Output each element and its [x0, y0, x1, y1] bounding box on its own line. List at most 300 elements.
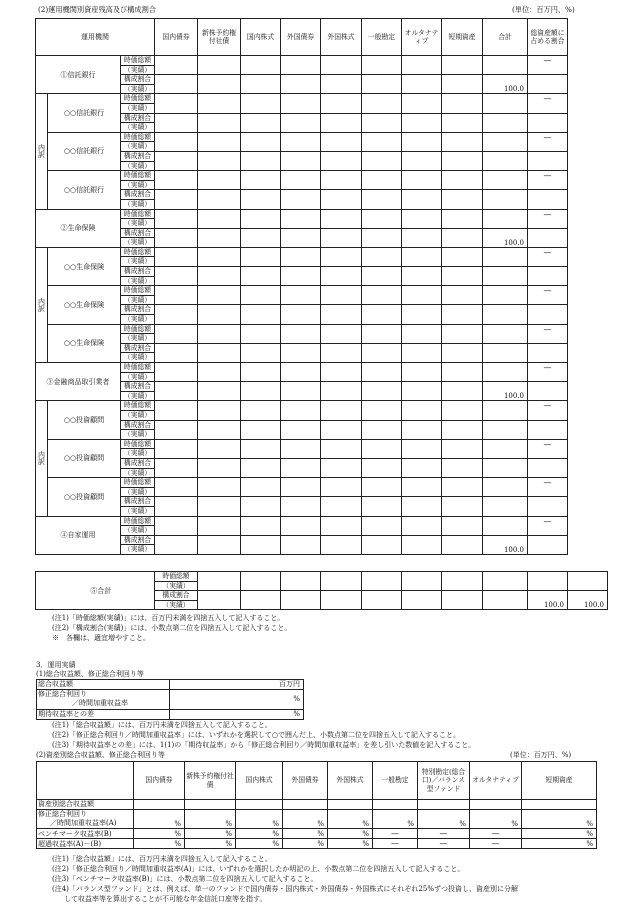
value-cell	[198, 75, 241, 94]
row-label: 構成割合	[121, 190, 155, 200]
value-cell	[442, 56, 483, 75]
value-cell	[321, 535, 362, 554]
sub-institution: ○○投資顧問	[48, 439, 121, 477]
value-cell	[198, 267, 241, 286]
value-cell	[241, 94, 281, 113]
value-cell	[321, 516, 362, 535]
section3-sub1: (1)総合収益額、修正総合利回り等	[36, 670, 144, 678]
value-cell	[321, 151, 362, 170]
value-cell	[402, 516, 442, 535]
row-label: （実績）	[121, 506, 155, 516]
value-cell	[198, 458, 241, 477]
header-institution: 運用機関	[36, 19, 155, 56]
value-cell	[281, 439, 321, 458]
share-cell	[528, 343, 568, 362]
table1-note-1: (注1)「時価総額(実績)」には、百万円未満を四捨五入して記入すること。	[52, 614, 285, 622]
row-label: （実績）	[121, 526, 155, 536]
expected-diff-unit: %	[170, 710, 304, 720]
asset-row-return: 資産別総合収益額	[37, 800, 134, 810]
value-cell	[321, 497, 362, 516]
asset-header-2: 国内株式	[236, 762, 283, 800]
value-cell	[198, 151, 241, 170]
value-cell	[321, 209, 362, 228]
value-cell	[418, 800, 470, 810]
row-label: 時価総額	[121, 478, 155, 488]
value-cell	[155, 209, 198, 228]
value-cell	[198, 420, 241, 439]
value-cell	[321, 190, 362, 209]
pct-cell: %	[373, 810, 418, 829]
value-cell	[281, 305, 321, 324]
value-cell	[362, 305, 402, 324]
value-cell	[402, 113, 442, 132]
row-label: 時価総額	[121, 56, 155, 66]
sub-institution: ○○信託銀行	[48, 94, 121, 132]
share-cell: —	[528, 56, 568, 75]
sub-institution: ○○生命保険	[48, 286, 121, 324]
header-col-8: 短期資産	[442, 19, 483, 56]
value-cell	[442, 324, 483, 343]
value-cell	[402, 151, 442, 170]
value-cell	[321, 171, 362, 190]
value-cell	[321, 439, 362, 458]
value-cell	[402, 401, 442, 420]
value-cell	[155, 420, 198, 439]
value-cell	[321, 363, 362, 382]
share-cell: —	[528, 478, 568, 497]
row-label: 時価総額	[155, 572, 198, 582]
value-cell	[362, 75, 402, 94]
row-label: 時価総額	[121, 439, 155, 449]
value-cell	[402, 75, 442, 94]
value-cell	[321, 56, 362, 75]
asset-header-7: オルタナティブ	[470, 762, 522, 800]
value-cell	[442, 382, 483, 401]
value-cell	[442, 591, 483, 610]
row-total-return-label: 総合収益額	[37, 680, 170, 690]
sum-cell	[483, 458, 528, 477]
value-cell	[321, 113, 362, 132]
value-cell	[241, 286, 281, 305]
value-cell	[321, 343, 362, 362]
row-label: （実績）	[121, 315, 155, 325]
value-cell	[241, 267, 281, 286]
value-cell	[362, 56, 402, 75]
table3-title: (2)資産別総合収益額、修正総合利回り等	[36, 751, 165, 759]
share-cell	[528, 420, 568, 439]
sum-cell	[483, 267, 528, 286]
value-cell	[362, 535, 402, 554]
value-cell	[241, 478, 281, 497]
value-cell	[155, 132, 198, 151]
value-cell	[155, 75, 198, 94]
value-cell	[198, 56, 241, 75]
value-cell	[442, 113, 483, 132]
value-cell	[281, 516, 321, 535]
sum-cell	[483, 497, 528, 516]
value-cell	[198, 132, 241, 151]
value-cell	[442, 458, 483, 477]
value-cell	[402, 267, 442, 286]
sub-institution: ○○投資顧問	[48, 478, 121, 516]
row-label: （実績）	[155, 600, 198, 610]
value-cell	[241, 209, 281, 228]
value-cell	[442, 228, 483, 247]
row-label: （実績）	[121, 545, 155, 555]
table3-note-4: (注4)「バランス型ファンド」とは、例えば、単一のファンドで国内債券・国内株式・外国債券・外国株式にそれぞれ25%ずつ投資し、資産別に分解	[52, 885, 518, 893]
table-total-return	[36, 679, 304, 720]
value-cell	[198, 171, 241, 190]
value-cell	[362, 247, 402, 266]
value-cell	[442, 190, 483, 209]
share-cell: —	[528, 439, 568, 458]
sum-cell	[483, 343, 528, 362]
value-cell	[362, 113, 402, 132]
value-cell	[155, 247, 198, 266]
value-cell	[321, 572, 362, 591]
value-cell	[198, 305, 241, 324]
value-cell	[362, 286, 402, 305]
value-cell	[241, 171, 281, 190]
value-cell	[281, 478, 321, 497]
table3-note-4-cont: して収益率等を算出することが不可能な年金信託口座等を指す。	[64, 895, 267, 903]
value-cell	[241, 343, 281, 362]
row-label: 構成割合	[121, 382, 155, 392]
section3-note-3: (注3)「期待収益率との差」には、1(1)の「期待収益率」から「修正総合利回り／時間加重収益率」を差し引いた数値を記入すること。	[52, 741, 476, 749]
value-cell	[241, 228, 281, 247]
value-cell	[442, 420, 483, 439]
share-cell: —	[528, 132, 568, 151]
value-cell	[321, 591, 362, 610]
value-cell	[155, 516, 198, 535]
row-label: 構成割合	[121, 535, 155, 545]
value-cell	[402, 94, 442, 113]
value-cell	[241, 324, 281, 343]
value-cell	[198, 516, 241, 535]
table1-title: (2)運用機関別資産残高及び構成割合	[38, 5, 156, 14]
value-cell	[442, 209, 483, 228]
value-cell	[241, 75, 281, 94]
sum-cell	[483, 324, 528, 343]
value-cell	[198, 94, 241, 113]
value-cell	[281, 458, 321, 477]
value-cell	[281, 132, 321, 151]
value-cell	[134, 800, 185, 810]
institution-group-1: ①信託銀行	[36, 56, 121, 94]
value-cell	[362, 363, 402, 382]
share-cell: —	[528, 363, 568, 382]
value-cell	[281, 209, 321, 228]
row-label: 時価総額	[121, 363, 155, 373]
value-cell	[442, 151, 483, 170]
row-label: 構成割合	[155, 591, 198, 601]
value-cell	[241, 382, 281, 401]
institution-group-3: ③金融商品取引業者	[36, 363, 121, 401]
value-cell	[241, 458, 281, 477]
header-col-6: 一般勘定	[362, 19, 402, 56]
pct-cell: %	[328, 829, 373, 839]
value-cell	[442, 75, 483, 94]
value-cell	[281, 113, 321, 132]
section3-note-2: (注2)「修正総合利回り／時間加重収益率」には、いずれかを選択して○で囲んだ上、小数点第二位を四捨五入して記入すること。	[52, 731, 461, 739]
value-cell	[362, 324, 402, 343]
value-cell	[281, 75, 321, 94]
value-cell	[241, 439, 281, 458]
value-cell	[281, 228, 321, 247]
value-cell	[198, 497, 241, 516]
asset-row-4: 超過収益率(A)－(B)	[37, 839, 134, 849]
row-label: （実績）	[121, 257, 155, 267]
value-cell	[362, 94, 402, 113]
pct-cell: %	[418, 810, 470, 829]
dash-cell: —	[470, 829, 522, 839]
value-cell	[442, 516, 483, 535]
row-label: 構成割合	[121, 151, 155, 161]
row-label: （実績）	[121, 410, 155, 420]
value-cell	[402, 343, 442, 362]
asset-header-8: 短期資産	[522, 762, 597, 800]
share-cell	[528, 267, 568, 286]
row-label: 構成割合	[121, 458, 155, 468]
value-cell	[362, 401, 402, 420]
row-label: 時価総額	[121, 209, 155, 219]
row-label: （実績）	[121, 142, 155, 152]
row-label: （実績）	[121, 276, 155, 286]
header-col-9: 合計	[483, 19, 528, 56]
pct-cell: %	[522, 810, 597, 829]
value-cell	[442, 363, 483, 382]
value-cell	[321, 305, 362, 324]
value-cell	[402, 209, 442, 228]
value-cell	[321, 458, 362, 477]
row-label: 時価総額	[121, 516, 155, 526]
value-cell	[362, 267, 402, 286]
value-cell	[402, 286, 442, 305]
row-label: 時価総額	[121, 171, 155, 181]
value-cell	[373, 800, 418, 810]
row-label: （実績）	[121, 468, 155, 478]
value-cell	[198, 190, 241, 209]
value-cell	[483, 572, 528, 591]
breakdown-label: 内訳	[36, 94, 48, 209]
value-cell	[185, 800, 236, 810]
value-cell	[281, 151, 321, 170]
share-cell: —	[528, 247, 568, 266]
row-label: （実績）	[121, 199, 155, 209]
row-label: 構成割合	[121, 420, 155, 430]
value-cell	[362, 151, 402, 170]
row-modified-yield-label: 修正総合利回り ／時間加重収益率	[37, 690, 170, 710]
value-cell	[198, 591, 241, 610]
value-cell	[198, 572, 241, 591]
share-cell	[528, 113, 568, 132]
value-cell	[362, 497, 402, 516]
value-cell	[281, 535, 321, 554]
value-cell	[281, 56, 321, 75]
value-cell	[198, 209, 241, 228]
sum-cell: 100.0	[483, 382, 528, 401]
sum-cell	[483, 516, 528, 535]
sum-cell	[483, 190, 528, 209]
sum-cell	[483, 286, 528, 305]
share-cell: —	[528, 324, 568, 343]
sum-cell: 100.0	[483, 228, 528, 247]
total-return-unit: 百万円	[170, 680, 304, 690]
value-cell	[402, 56, 442, 75]
row-label: （実績）	[121, 449, 155, 459]
value-cell	[155, 171, 198, 190]
row-label: 構成割合	[121, 267, 155, 277]
value-cell	[155, 113, 198, 132]
pct-cell: %	[522, 839, 597, 849]
sub-institution: ○○信託銀行	[48, 171, 121, 209]
sum-cell	[483, 113, 528, 132]
row-label: （実績）	[121, 65, 155, 75]
row-label: 構成割合	[121, 305, 155, 315]
row-label: （実績）	[121, 84, 155, 94]
row-label: （実績）	[121, 334, 155, 344]
value-cell	[241, 305, 281, 324]
value-cell	[198, 343, 241, 362]
value-cell	[155, 267, 198, 286]
value-cell	[281, 247, 321, 266]
value-cell	[198, 113, 241, 132]
value-cell	[281, 171, 321, 190]
value-cell	[362, 439, 402, 458]
value-cell	[402, 458, 442, 477]
value-cell	[155, 401, 198, 420]
value-cell	[321, 228, 362, 247]
value-cell	[442, 305, 483, 324]
sum-cell	[483, 478, 528, 497]
row-label: （実績）	[155, 581, 198, 591]
share-cell	[528, 151, 568, 170]
share-cell	[528, 535, 568, 554]
value-cell	[155, 535, 198, 554]
pct-cell: %	[185, 810, 236, 829]
table3-unit: (単位：百万円、%)	[510, 751, 572, 759]
share-cell	[528, 228, 568, 247]
value-cell	[442, 535, 483, 554]
row-label: 構成割合	[121, 497, 155, 507]
asset-header-3: 外国債券	[283, 762, 328, 800]
dash-cell: —	[418, 829, 470, 839]
share-cell	[528, 75, 568, 94]
row-label: （実績）	[121, 238, 155, 248]
value-cell	[236, 800, 283, 810]
asset-header-5: 一般勘定	[373, 762, 418, 800]
header-col-2: 新株予約権付社債	[198, 19, 241, 56]
value-cell	[442, 478, 483, 497]
header-col-5: 外国株式	[321, 19, 362, 56]
value-cell	[442, 401, 483, 420]
value-cell	[321, 324, 362, 343]
asset-row-yield: 修正総合利回り ／時間加重収益率(A)	[37, 810, 134, 829]
total-spacer	[36, 572, 48, 610]
value-cell	[198, 401, 241, 420]
row-label: 時価総額	[121, 94, 155, 104]
table-by-asset	[36, 761, 597, 849]
pct-cell: %	[328, 839, 373, 849]
value-cell	[155, 497, 198, 516]
dash-cell: —	[373, 829, 418, 839]
value-cell	[281, 267, 321, 286]
table-total	[35, 571, 608, 610]
header-empty	[37, 762, 134, 800]
asset-header-6: 特別勘定(総合口)／バランス型ファンド	[418, 762, 470, 800]
value-cell	[442, 572, 483, 591]
asset-header-4: 外国株式	[328, 762, 373, 800]
share-cell	[528, 497, 568, 516]
row-label: （実績）	[121, 219, 155, 229]
value-cell	[281, 324, 321, 343]
value-cell	[281, 420, 321, 439]
value-cell	[241, 190, 281, 209]
value-cell	[241, 151, 281, 170]
value-cell	[198, 363, 241, 382]
header-col-1: 国内債券	[155, 19, 198, 56]
value-cell	[362, 478, 402, 497]
value-cell	[402, 478, 442, 497]
row-label: 構成割合	[121, 343, 155, 353]
share-cell: 100.0	[568, 591, 608, 610]
value-cell	[402, 572, 442, 591]
value-cell	[241, 420, 281, 439]
value-cell	[402, 228, 442, 247]
value-cell	[442, 267, 483, 286]
table1-unit: (単位：百万円、%)	[512, 5, 575, 14]
institution-group-4: ④自家運用	[36, 516, 121, 554]
row-label: （実績）	[121, 372, 155, 382]
share-cell	[528, 382, 568, 401]
value-cell	[198, 286, 241, 305]
value-cell	[155, 190, 198, 209]
value-cell	[281, 382, 321, 401]
value-cell	[155, 286, 198, 305]
value-cell	[362, 132, 402, 151]
value-cell	[155, 439, 198, 458]
value-cell	[155, 94, 198, 113]
pct-cell: %	[134, 810, 185, 829]
pct-cell: %	[470, 810, 522, 829]
value-cell	[198, 535, 241, 554]
value-cell	[198, 228, 241, 247]
value-cell	[198, 382, 241, 401]
value-cell	[483, 591, 528, 610]
dash-cell: —	[373, 839, 418, 849]
value-cell	[281, 190, 321, 209]
row-label: 時価総額	[121, 286, 155, 296]
value-cell	[362, 458, 402, 477]
value-cell	[402, 363, 442, 382]
value-cell	[442, 247, 483, 266]
sum-cell	[483, 56, 528, 75]
value-cell	[362, 190, 402, 209]
value-cell	[241, 247, 281, 266]
value-cell	[155, 343, 198, 362]
share-cell	[528, 305, 568, 324]
asset-row-3: ベンチマーク収益率(B)	[37, 829, 134, 839]
row-label: （実績）	[121, 430, 155, 440]
value-cell	[362, 591, 402, 610]
value-cell	[402, 171, 442, 190]
value-cell	[362, 228, 402, 247]
sum-cell	[483, 363, 528, 382]
institution-group-2: ②生命保険	[36, 209, 121, 247]
sub-institution: ○○生命保険	[48, 247, 121, 285]
value-cell	[155, 305, 198, 324]
row-label: （実績）	[121, 103, 155, 113]
